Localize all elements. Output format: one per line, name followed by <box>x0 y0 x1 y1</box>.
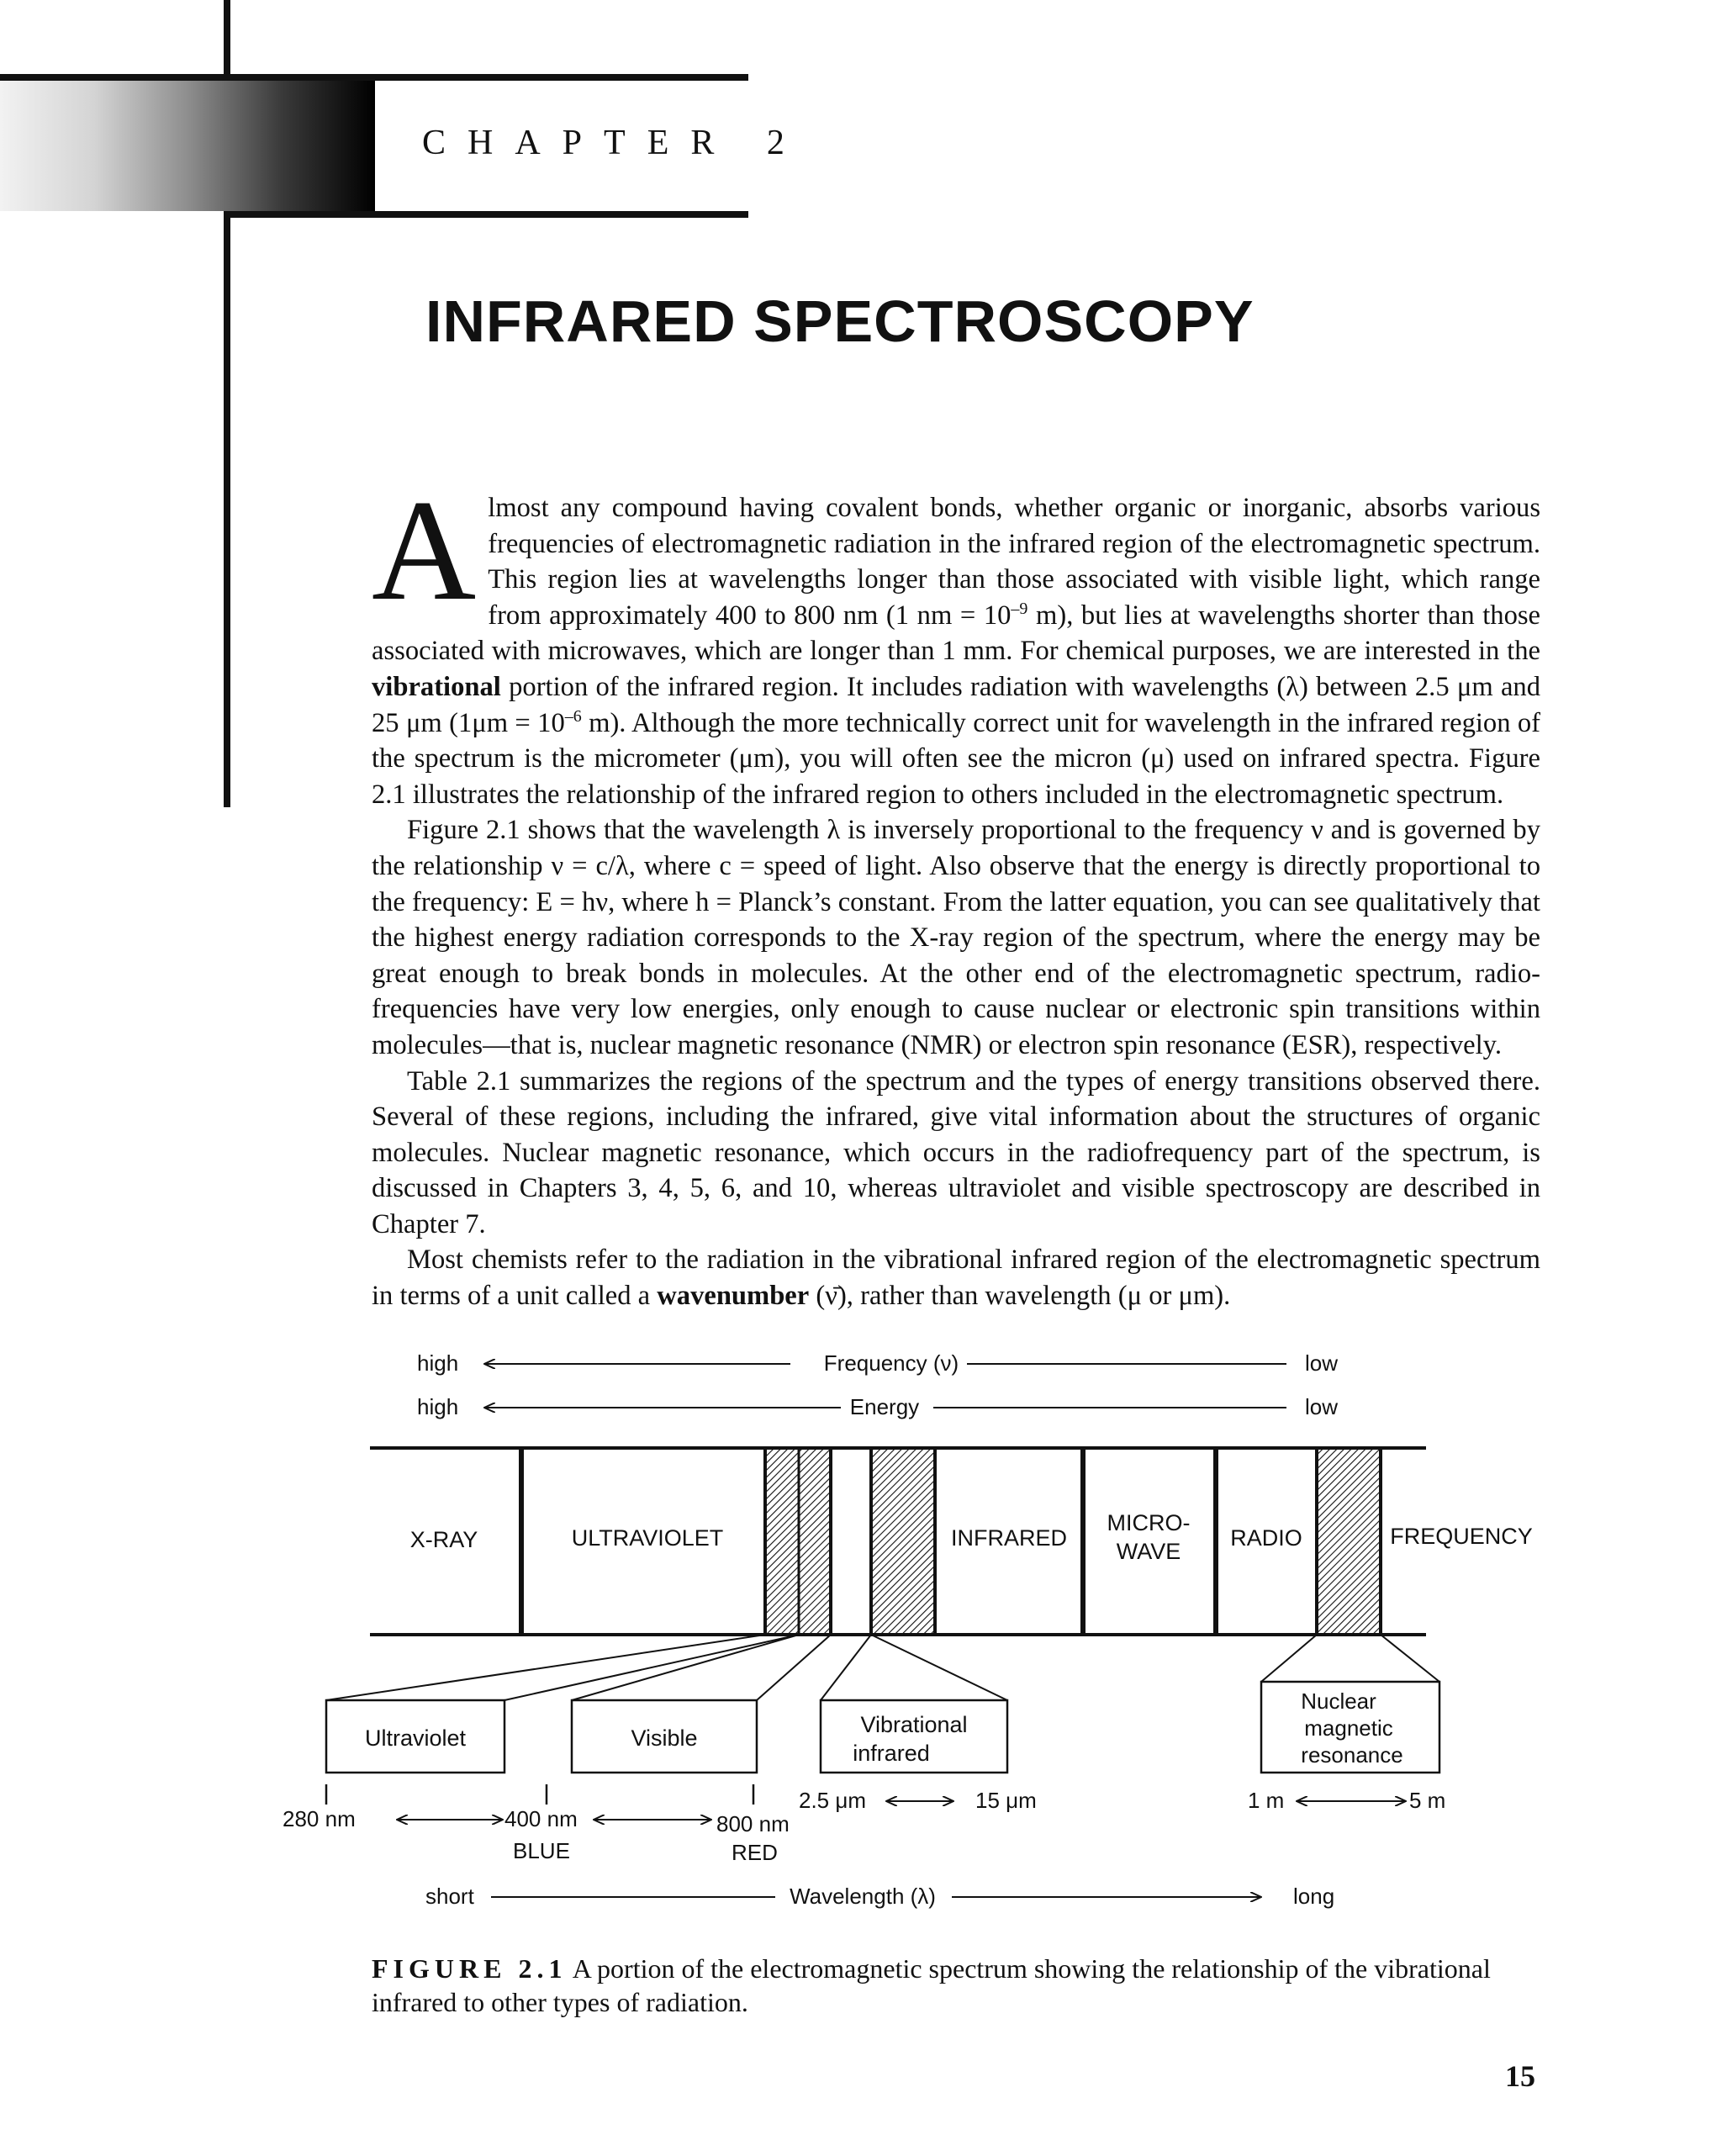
frequency-arrow <box>417 1350 1338 1376</box>
svg-text:BLUE: BLUE <box>513 1838 570 1863</box>
chapter-gradient-bar <box>0 81 375 211</box>
svg-text:Visible: Visible <box>631 1725 698 1751</box>
svg-text:low: low <box>1305 1350 1339 1376</box>
drop-cap: A <box>372 471 477 631</box>
box-nuclear-magnetic-resonance <box>1261 1682 1439 1773</box>
spectrum-band <box>370 1448 1533 1635</box>
paragraph-4: Most chemists refer to the radiation in the vibrational infrared region of the electromagnetic spectrum in terms of a unit called a wavenumber (ν̄), rather than wavelength (μ or μm). <box>372 1244 1540 1312</box>
page-number: 15 <box>1505 2059 1535 2093</box>
figure-2-1 <box>0 1337 1722 1976</box>
svg-text:X-RAY: X-RAY <box>409 1527 478 1552</box>
svg-text:MICRO-: MICRO- <box>1107 1510 1191 1535</box>
svg-text:280 nm: 280 nm <box>283 1806 356 1831</box>
svg-text:5 m: 5 m <box>1409 1788 1446 1813</box>
chapter-top-rule <box>0 74 748 81</box>
svg-text:RADIO: RADIO <box>1230 1525 1302 1551</box>
chapter-bottom-rule <box>224 211 748 218</box>
paragraph-1: Almost any compound having covalent bonds, whether organic or inorganic, absorbs various frequencies of electromagnetic radiation in the infrared region of the electromagnetic spectrum. This region lies at wavelengths longer than those associated with visible light, which range from approximately 400 to 800 nm (1 nm = $10^{-9}$ m), but lies at wavelengths shorter than those associated with microwaves, which are longer than 1 mm. For chemical purposes, we are interested in the vibrational portion of the infrared region. It includes radiation with wavelengths (λ) between 2.5 μm and 25 μm ($1\mu m = 10^{-6}$ m). Although the more technically correct unit for wavelength in the infrared region of the spectrum is the micrometer (μm), you will often see the micron (μ) used on infrared spectra. Figure 2.1 illustrates the relationship of the infrared region to others included in the electromagnetic spectrum. <box>372 471 1540 810</box>
chapter-title: INFRARED SPECTROSCOPY <box>425 288 1255 354</box>
svg-text:WAVE: WAVE <box>1116 1539 1181 1564</box>
box-visible <box>572 1700 757 1773</box>
svg-text:1 m: 1 m <box>1248 1788 1285 1813</box>
svg-text:ULTRAVIOLET: ULTRAVIOLET <box>571 1525 724 1551</box>
svg-text:RED: RED <box>732 1840 778 1865</box>
svg-text:resonance: resonance <box>1301 1742 1403 1768</box>
svg-text:Wavelength (λ): Wavelength (λ) <box>790 1884 936 1909</box>
caption-label: FIGURE 2.1 <box>372 1953 568 1984</box>
svg-text:FREQUENCY: FREQUENCY <box>1390 1524 1533 1549</box>
wavelength-scale <box>283 1784 1445 1865</box>
svg-text:infrared: infrared <box>853 1741 930 1766</box>
svg-text:INFRARED: INFRARED <box>950 1525 1068 1551</box>
svg-text:2.5 μm: 2.5 μm <box>799 1788 867 1813</box>
svg-text:400 nm: 400 nm <box>504 1806 578 1831</box>
svg-text:short: short <box>425 1884 474 1909</box>
svg-text:Nuclear: Nuclear <box>1301 1688 1376 1714</box>
wavelength-arrow <box>425 1884 1334 1909</box>
svg-text:800 nm: 800 nm <box>716 1811 790 1836</box>
caption-text: A portion of the electromagnetic spectrum showing the relationship of the vibrational infrared to other types of radiation. <box>372 1953 1491 2017</box>
body-text <box>372 471 1540 1314</box>
paragraph-2: Figure 2.1 shows that the wavelength λ is inversely proportional to the frequency ν and is governed by the relationship ν = c/λ, where c = speed of light. Also observe that the energy is directly proportional to the frequency: E = hν, where h = Planck’s constant. From the latter equation, you can see qualitatively that the highest energy radiation corresponds to the X-ray region of the spectrum, where the energy may be great enough to break bonds in molecules. At the other end of the electromagnetic spectrum, radio-frequencies have very low energies, only enough to cause nuclear or electronic spin transitions within molecules—that is, nuclear magnetic resonance (NMR) or electron spin resonance (ESR), respectively. <box>372 815 1540 1060</box>
energy-arrow <box>417 1394 1338 1419</box>
figure-caption <box>372 1952 1540 2019</box>
svg-text:magnetic: magnetic <box>1304 1715 1393 1741</box>
svg-text:Ultraviolet: Ultraviolet <box>364 1725 467 1751</box>
svg-text:low: low <box>1305 1394 1339 1419</box>
svg-text:high: high <box>417 1350 459 1376</box>
box-vibrational-infrared <box>821 1700 1007 1773</box>
svg-text:Frequency (ν): Frequency (ν) <box>823 1350 959 1376</box>
paragraph-3: Table 2.1 summarizes the regions of the spectrum and the types of energy transitions observed there. Several of these regions, including the infrared, give vital information about the structures of organic molecules. Nuclear magnetic resonance, which occurs in the radiofrequency part of the spectrum, is discussed in Chapters 3, 4, 5, 6, and 10, whereas ultraviolet and visible spectroscopy are described in Chapter 7. <box>372 1065 1540 1239</box>
box-ultraviolet <box>326 1700 504 1773</box>
svg-text:high: high <box>417 1394 459 1419</box>
svg-text:long: long <box>1293 1884 1335 1909</box>
svg-text:15 μm: 15 μm <box>975 1788 1037 1813</box>
chapter-label: CHAPTER 2 <box>422 124 806 162</box>
svg-text:Energy: Energy <box>849 1394 920 1419</box>
svg-text:Vibrational: Vibrational <box>860 1712 968 1737</box>
